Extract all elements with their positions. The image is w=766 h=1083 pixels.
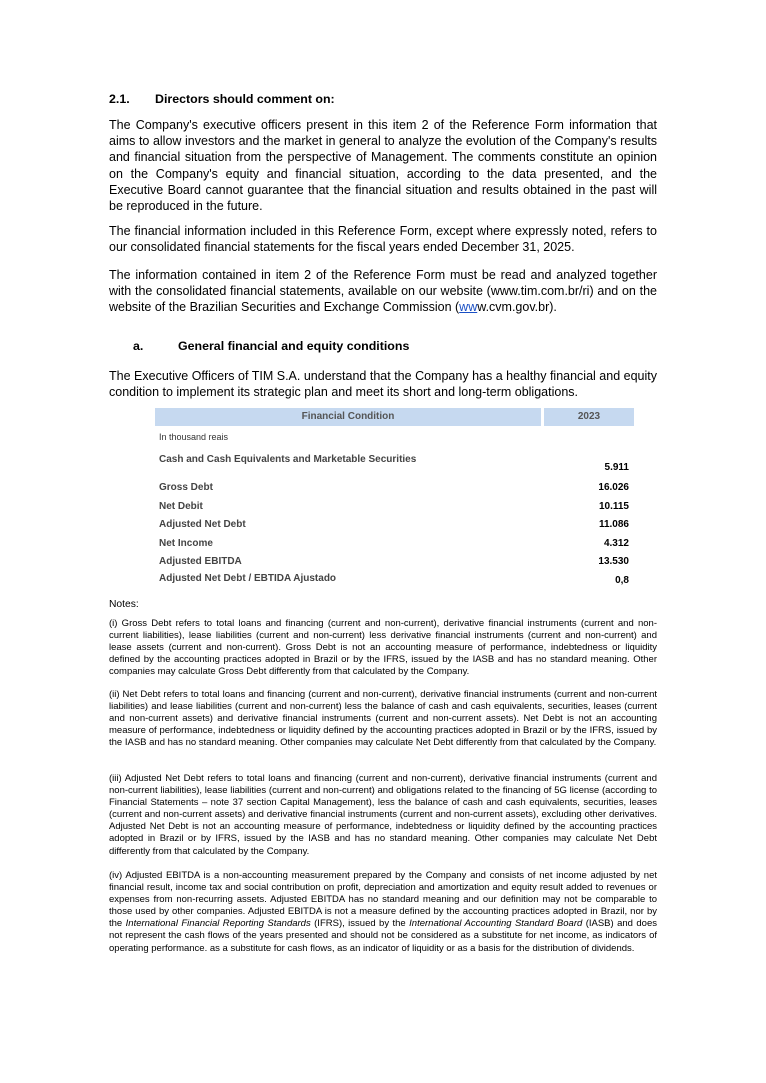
- row-value: 4.312: [603, 538, 629, 549]
- row-value: 16.026: [598, 482, 629, 493]
- row-label: Adjusted EBITDA: [159, 556, 242, 567]
- row-label: Cash and Cash Equivalents and Marketable Securities: [159, 454, 417, 465]
- table-row: [155, 454, 634, 473]
- notes-title: Notes:: [109, 599, 139, 610]
- note-text: (IFRS), issued by the: [310, 918, 410, 930]
- note-adjusted-ebitda: [109, 870, 657, 955]
- reference-tail: w.cvm.gov.br).: [477, 300, 557, 315]
- row-value: 0,8: [615, 575, 629, 586]
- subsection-letter: a.: [133, 339, 144, 353]
- note-italic-iasb: International Accounting Standard Board: [409, 918, 583, 930]
- row-value: 11.086: [598, 519, 629, 530]
- condition-paragraph: The Executive Officers of TIM S.A. understand that the Company has a healthy financial and equity condition to implement its strategic plan and meet its short and long-term obligations.: [109, 369, 657, 400]
- note-text: (iv) Adjusted EBITDA is a non-accounting measurement prepared by the Company and consists of net income adjusted by net financial result, income tax and social contribution on profit, depreciation and amortization and equity result added to revenues or expenses from non-recurring assets. Adjusted EBITDA has no standard meaning and our definition may not be comparable to those used by other companies. Adjusted EBITDA is not a measure defined by the accounting practices adopted in Brazil, nor by the: [109, 870, 657, 930]
- header-label: Financial Condition: [155, 408, 541, 426]
- section-heading: [109, 92, 657, 106]
- table-row: [155, 556, 634, 572]
- subsection-title: General financial and equity conditions: [178, 339, 410, 353]
- section-number: 2.1.: [109, 92, 130, 106]
- header-year: 2023: [544, 408, 634, 426]
- row-value: 13.530: [598, 556, 629, 567]
- note-gross-debt: (i) Gross Debt refers to total loans and financing (current and non-current), derivative financial instruments (current and non-current liabilities), lease liabilities (current and non-current) less derivative financial instruments (current and non-current) and lease assets (current and non-current). Gross Debt is not an accounting measure of performance, indebtedness or liquidity defined by the accounting practices adopted in Brazil or by the IFRS, issued by the IASB and has no standard meaning. Other companies may calculate Gross Debt differently from that calculated by the Company.: [109, 618, 657, 678]
- row-value: 5.911: [604, 462, 629, 473]
- note-text: (IASB) and does not represent the cash flows of the years presented and should not be considered as a substitute for net income, as indicators of operating performance. as a substitute for cash flows, as an indicator of liquidity or as a basis for the distribution of dividends.: [109, 918, 657, 954]
- table-row: [155, 482, 634, 498]
- units-note: In thousand reais: [159, 432, 229, 442]
- financial-condition-table: [155, 408, 634, 586]
- row-label: Net Income: [159, 538, 213, 549]
- subsection-heading: [133, 339, 681, 353]
- cvm-link[interactable]: ww: [459, 300, 478, 315]
- row-value: 10.115: [598, 501, 629, 512]
- table-row: [155, 573, 634, 589]
- financial-info-paragraph: The financial information included in this Reference Form, except where expressly noted, refers to our consolidated financial statements for the fiscal years ended December 31, 2025.: [109, 224, 657, 255]
- row-label: Gross Debt: [159, 482, 213, 493]
- row-label: Net Debit: [159, 501, 203, 512]
- row-label: Adjusted Net Debt / EBTIDA Ajustado: [159, 573, 337, 584]
- reference-paragraph: [109, 267, 657, 316]
- section-title: Directors should comment on:: [155, 92, 335, 106]
- note-net-debt: (ii) Net Debt refers to total loans and financing (current and non-current), derivative financial instruments (current and non-current liabilities) and lease liabilities (current and non-current) less the balance of cash and cash equivalents, securities, leases (current and non-current assets) and derivative financial instruments (current and non-current assets). Net Debt is not an accounting measure of performance, indebtedness or liquidity defined by the accounting practices adopted in Brazil or by the IFRS, issued by the IASB and has no standard meaning. Other companies may calculate Net Debt differently from that calculated by the Company.: [109, 689, 657, 749]
- table-row: [155, 519, 634, 535]
- table-row: [155, 538, 634, 554]
- table-header: [155, 408, 634, 426]
- note-italic-ifrs: International Financial Reporting Standards: [125, 918, 311, 930]
- reference-text: The information contained in item 2 of the Reference Form must be read and analyzed together with the consolidated financial statements, available on our website (www.tim.com.br/ri) and on the website of the Brazilian Securities and Exchange Commission (: [109, 268, 657, 315]
- row-label: Adjusted Net Debt: [159, 519, 246, 530]
- table-row: [155, 501, 634, 517]
- intro-paragraph: The Company's executive officers present in this item 2 of the Reference Form information that aims to allow investors and the market in general to analyze the evolution of the Company's results and financial situation from the perspective of Management. The comments constitute an opinion on the Company's equity and financial situation, according to the data presented, and the Executive Board cannot guarantee that the financial situation and results obtained in the past will be reproduced in the future.: [109, 118, 657, 214]
- note-adjusted-net-debt: (iii) Adjusted Net Debt refers to total loans and financing (current and non-current), derivative financial instruments (current and non-current liabilities), lease liabilities (current and non-current) and obligations related to the financing of 5G license (according to Financial Statements – note 37 section Capital Management), less the balance of cash and cash equivalents, securities, leases (current and non-current assets) and derivative financial instruments (current and non-current assets), excluding other derivatives. Adjusted Net Debt is not an accounting measure of performance, indebtedness or liquidity defined by the accounting practices adopted in Brazil or by IFRS, issued by the IASB and has no standard meaning. Other companies may calculate Net Debt differently from that calculated by the Company.: [109, 773, 657, 857]
